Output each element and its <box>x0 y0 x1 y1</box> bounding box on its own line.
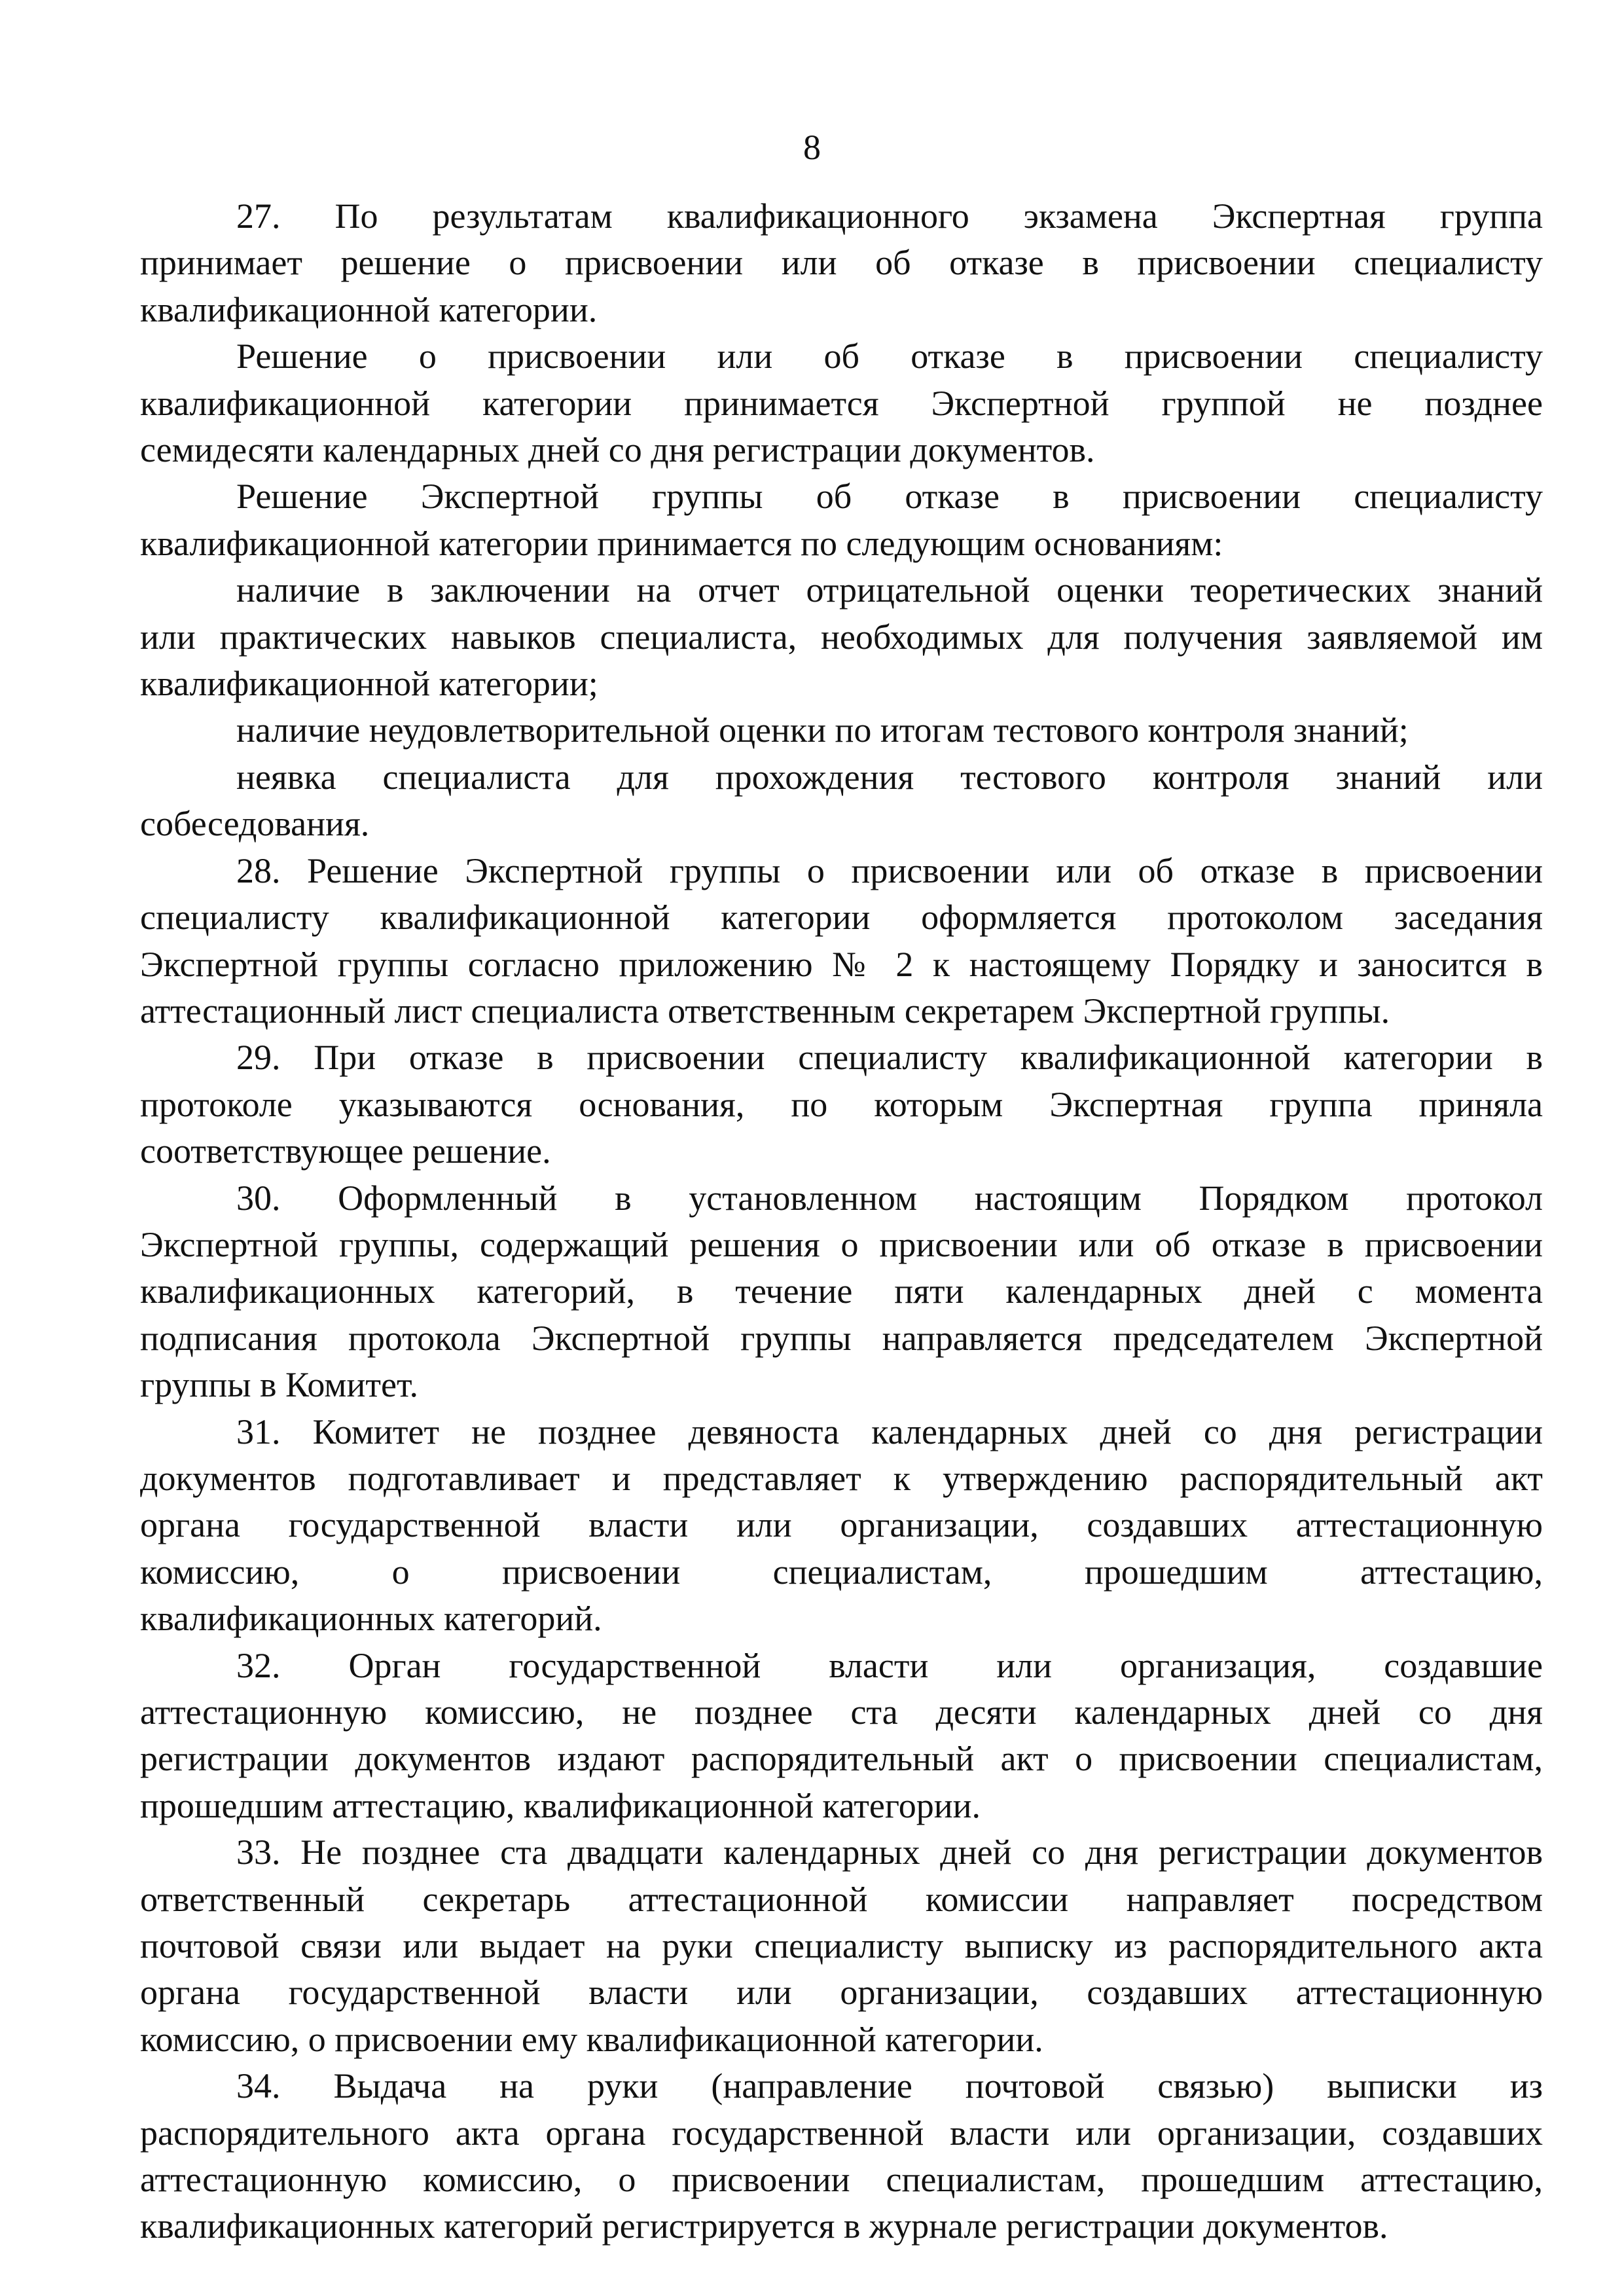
text-line: подписания протокола Экспертной группы направляется председателем Экспертной <box>140 1318 1543 1358</box>
text-line: 31. Комитет не позднее девяноста календарных дней со дня регистрации <box>236 1412 1543 1451</box>
text-line: аттестационную комиссию, не позднее ста десяти календарных дней со дня <box>140 1692 1543 1732</box>
text-line: квалификационной категории; <box>140 664 598 704</box>
paragraph <box>140 1829 1543 2063</box>
text-line: прошедшим аттестацию, квалификационной категории. <box>140 1785 981 1825</box>
text-line: или практических навыков специалиста, необходимых для получения заявляемой им <box>140 617 1543 657</box>
text-line: собеседования. <box>140 804 370 844</box>
paragraph <box>140 2063 1543 2250</box>
text-line: Экспертной группы согласно приложению № 2 к настоящему Порядку и заносится в <box>140 944 1543 984</box>
text-line: 33. Не позднее ста двадцати календарных дней со дня регистрации документов <box>236 1832 1543 1872</box>
text-line: органа государственной власти или организации, создавших аттестационную <box>140 1505 1543 1545</box>
text-line: соответствующее решение. <box>140 1131 551 1171</box>
paragraph <box>140 754 1543 848</box>
text-line: органа государственной власти или организации, создавших аттестационную <box>140 1973 1543 2013</box>
paragraph <box>140 707 1543 754</box>
text-line: семидесяти календарных дней со дня регистрации документов. <box>140 430 1095 470</box>
text-line: документов подготавливает и представляет к утверждению распорядительный акт <box>140 1458 1543 1498</box>
text-line: почтовой связи или выдает на руки специалисту выписку из распорядительного акта <box>140 1926 1543 1966</box>
text-line: группы в Комитет. <box>140 1365 418 1405</box>
text-line: регистрации документов издают распорядительный акт о присвоении специалистам, <box>140 1739 1543 1779</box>
text-line: квалификационной категории. <box>140 289 598 329</box>
text-line: распорядительного акта органа государственной власти или организации, создавших <box>140 2113 1543 2153</box>
text-line: квалификационных категорий, в течение пяти календарных дней с момента <box>140 1271 1543 1311</box>
text-line: комиссию, о присвоении ему квалификационной категории. <box>140 2019 1043 2059</box>
text-line: Решение Экспертной группы об отказе в присвоении специалисту <box>236 477 1543 517</box>
text-line: аттестационный лист специалиста ответственным секретарем Экспертной группы. <box>140 991 1390 1030</box>
document-body <box>140 193 1543 2250</box>
page-number: 8 <box>803 128 821 167</box>
paragraph <box>140 1034 1543 1175</box>
text-line: комиссию, о присвоении специалистам, прошедшим аттестацию, <box>140 1552 1543 1592</box>
text-line: Экспертной группы, содержащий решения о присвоении или об отказе в присвоении <box>140 1224 1543 1264</box>
paragraph <box>140 848 1543 1035</box>
text-line: 29. При отказе в присвоении специалисту квалификационной категории в <box>236 1038 1543 1078</box>
paragraph <box>140 1175 1543 1409</box>
text-line: принимает решение о присвоении или об отказе в присвоении специалисту <box>140 243 1543 283</box>
text-line: 27. По результатам квалификационного экзамена Экспертная группа <box>236 196 1543 236</box>
text-line: 28. Решение Экспертной группы о присвоении или об отказе в присвоении <box>236 850 1543 890</box>
paragraph <box>140 567 1543 707</box>
paragraph <box>140 1409 1543 1643</box>
text-line: специалисту квалификационной категории оформляется протоколом заседания <box>140 898 1543 938</box>
text-line: аттестационную комиссию, о присвоении специалистам, прошедшим аттестацию, <box>140 2160 1543 2200</box>
paragraph <box>140 333 1543 473</box>
paragraph <box>140 193 1543 333</box>
text-line: 30. Оформленный в установленном настоящим Порядком протокол <box>236 1178 1543 1218</box>
text-line: квалификационной категории принимается по следующим основаниям: <box>140 523 1223 563</box>
text-line: квалификационной категории принимается Экспертной группой не позднее <box>140 383 1543 423</box>
text-line: ответственный секретарь аттестационной комиссии направляет посредством <box>140 1879 1543 1919</box>
text-line: Решение о присвоении или об отказе в присвоении специалисту <box>236 337 1543 376</box>
paragraph <box>140 473 1543 567</box>
text-line: квалификационных категорий регистрируется в журнале регистрации документов. <box>140 2206 1388 2246</box>
paragraph <box>140 1643 1543 1830</box>
text-line: квалификационных категорий. <box>140 1599 602 1639</box>
text-line: неявка специалиста для прохождения тестового контроля знаний или <box>236 757 1543 797</box>
text-line: наличие в заключении на отчет отрицательной оценки теоретических знаний <box>236 570 1543 610</box>
text-line: наличие неудовлетворительной оценки по итогам тестового контроля знаний; <box>236 710 1409 750</box>
text-line: 34. Выдача на руки (направление почтовой связью) выписки из <box>236 2066 1543 2106</box>
text-line: 32. Орган государственной власти или организация, создавшие <box>236 1645 1543 1685</box>
text-line: протоколе указываются основания, по которым Экспертная группа приняла <box>140 1084 1543 1124</box>
